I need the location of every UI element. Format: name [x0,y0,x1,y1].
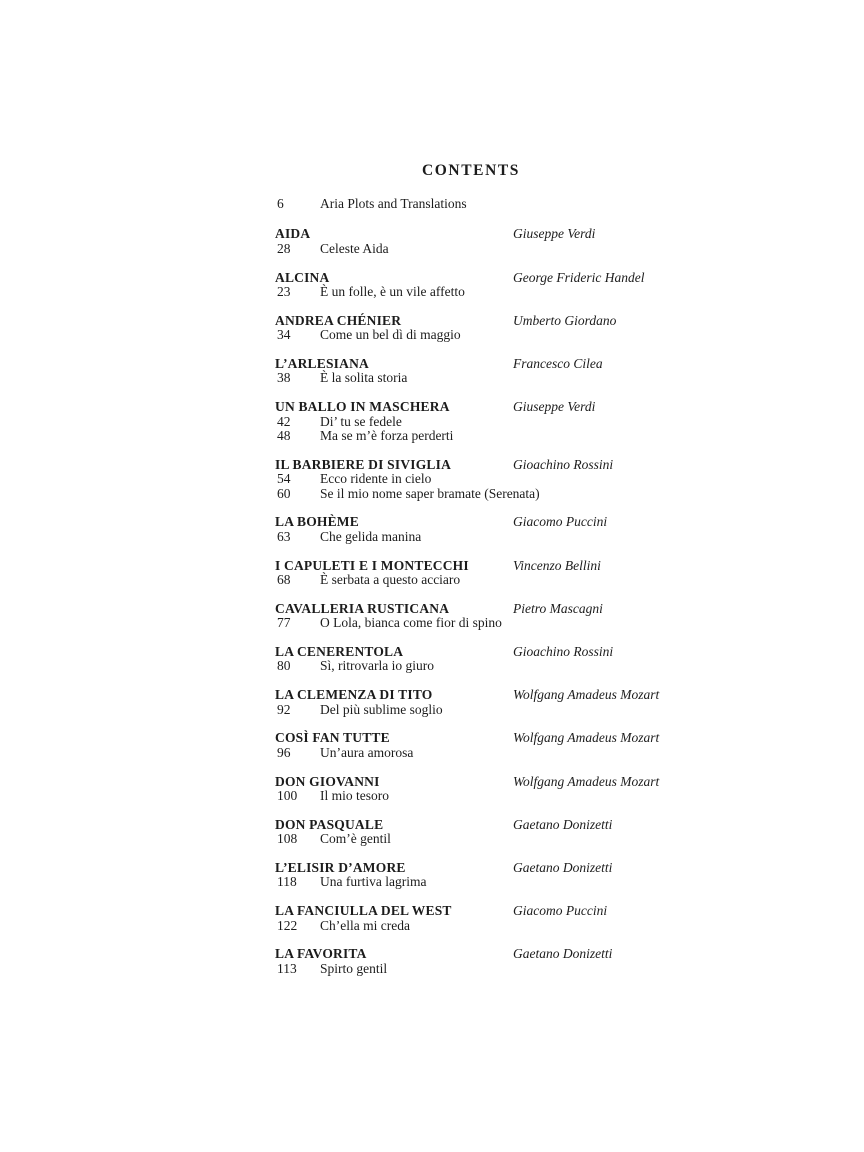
aria-row [275,371,667,385]
opera-title: AIDA [275,226,311,242]
aria-page-number: 92 [277,701,291,717]
aria-row [275,429,667,443]
opera-title: COSÌ FAN TUTTE [275,730,390,746]
opera-head-row [275,904,667,918]
aria-row [275,472,667,486]
opera-title: LA FAVORITA [275,946,367,962]
opera-group [275,357,667,386]
aria-row [275,328,667,342]
opera-group [275,904,667,933]
aria-row [275,789,667,803]
opera-head-row [275,515,667,529]
opera-head-row [275,271,667,285]
contents-column [275,162,667,991]
page-title: CONTENTS [421,162,521,179]
opera-group [275,947,667,976]
opera-group [275,271,667,300]
opera-group [275,645,667,674]
opera-group [275,314,667,343]
composer-name: Umberto Giordano [513,312,617,328]
composer-name: Gaetano Donizetti [513,946,613,962]
aria-page-number: 54 [277,471,291,487]
opera-head-row [275,947,667,961]
opera-group [275,400,667,443]
aria-page-number: 108 [277,831,298,847]
aria-row [275,919,667,933]
composer-name: Gaetano Donizetti [513,816,613,832]
aria-title: Di’ tu se fedele [320,413,402,429]
composer-name: Giuseppe Verdi [513,226,596,242]
aria-row [275,530,667,544]
aria-title: Celeste Aida [320,240,389,256]
composer-name: Vincenzo Bellini [513,557,601,573]
aria-title: Spirto gentil [320,960,388,976]
opera-title: IL BARBIERE DI SIVIGLIA [275,456,452,472]
aria-title: Un’aura amorosa [320,744,414,760]
composer-name: Wolfgang Amadeus Mozart [513,773,660,789]
opera-group [275,861,667,890]
opera-head-row [275,314,667,328]
aria-title: Che gelida manina [320,528,422,544]
composer-name: Giacomo Puccini [513,514,608,530]
opera-group [275,775,667,804]
opera-group [275,818,667,847]
composer-name: Francesco Cilea [513,356,603,372]
opera-title: CAVALLERIA RUSTICANA [275,600,450,616]
aria-row [275,487,667,501]
aria-page-number: 60 [277,485,291,501]
aria-page-number: 122 [277,917,298,933]
opera-title: L’ELISIR D’AMORE [275,860,406,876]
opera-head-row [275,559,667,573]
opera-title: LA FANCIULLA DEL WEST [275,903,452,919]
composer-name: Wolfgang Amadeus Mozart [513,687,660,703]
aria-title: Ecco ridente in cielo [320,471,432,487]
aria-page-number: 118 [277,874,297,890]
composer-name: Gioachino Rossini [513,644,614,660]
opera-group [275,227,667,256]
opera-title: LA BOHÈME [275,514,359,530]
aria-title: Com’è gentil [320,831,391,847]
composer-name: Gioachino Rossini [513,456,614,472]
aria-title: Ma se m’è forza perderti [320,428,454,444]
opera-title: ANDREA CHÉNIER [275,312,402,328]
aria-title: Del più sublime soglio [320,701,443,717]
aria-row [275,962,667,976]
opera-group [275,559,667,588]
opera-group [275,458,667,501]
aria-title: Sì, ritrovarla io giuro [320,658,434,674]
opera-head-row [275,400,667,414]
aria-page-number: 68 [277,572,291,588]
aria-page-number: 100 [277,788,298,804]
opera-head-row [275,861,667,875]
aria-page-number: 23 [277,284,291,300]
aria-title: Ch’ella mi creda [320,917,410,933]
opera-head-row [275,602,667,616]
opera-head-row [275,227,667,241]
aria-row [275,659,667,673]
aria-title: O Lola, bianca come fior di spino [320,615,502,631]
opera-head-row [275,731,667,745]
aria-title: È la solita storia [320,370,408,386]
aria-page-number: 80 [277,658,291,674]
opera-group [275,688,667,717]
aria-page-number: 48 [277,428,291,444]
aria-page-number: 96 [277,744,291,760]
opera-head-row [275,645,667,659]
aria-row [275,573,667,587]
aria-row [275,746,667,760]
opera-title: I CAPULETI E I MONTECCHI [275,557,469,573]
opera-title: LA CLEMENZA DI TITO [275,687,433,703]
opera-title: DON GIOVANNI [275,773,380,789]
opera-group [275,602,667,631]
aria-page-number: 28 [277,240,291,256]
aria-row [275,616,667,630]
opera-title: UN BALLO IN MASCHERA [275,399,450,415]
opera-head-row [275,688,667,702]
opera-group [275,515,667,544]
aria-title: Il mio tesoro [320,788,389,804]
aria-title: Una furtiva lagrima [320,874,427,890]
opera-head-row [275,818,667,832]
front-matter-row [275,197,667,211]
composer-name: George Frideric Handel [513,269,645,285]
composer-name: Giacomo Puccini [513,903,608,919]
aria-page-number: 38 [277,370,291,386]
aria-page-number: 34 [277,327,291,343]
opera-head-row [275,775,667,789]
opera-title: DON PASQUALE [275,816,384,832]
opera-head-row [275,357,667,371]
aria-page-number: 42 [277,413,291,429]
opera-group [275,731,667,760]
aria-title: È serbata a questo acciaro [320,572,461,588]
aria-row [275,242,667,256]
aria-title: Come un bel dì di maggio [320,327,461,343]
aria-page-number: 113 [277,960,297,976]
composer-name: Pietro Mascagni [513,600,603,616]
aria-title: È un folle, è un vile affetto [320,284,465,300]
aria-title: Se il mio nome saper bramate (Serenata) [320,485,540,501]
aria-row [275,415,667,429]
aria-page-number: 63 [277,528,291,544]
composer-name: Gaetano Donizetti [513,860,613,876]
composer-name: Wolfgang Amadeus Mozart [513,730,660,746]
aria-row [275,832,667,846]
front-matter-label: Aria Plots and Translations [320,196,467,211]
opera-head-row [275,458,667,472]
aria-row [275,285,667,299]
aria-row [275,703,667,717]
aria-row [275,875,667,889]
opera-title: L’ARLESIANA [275,356,369,372]
aria-page-number: 77 [277,615,291,631]
opera-title: LA CENERENTOLA [275,644,404,660]
opera-title: ALCINA [275,269,330,285]
opera-list [275,227,667,976]
composer-name: Giuseppe Verdi [513,399,596,415]
front-matter-page-number: 6 [277,196,284,211]
